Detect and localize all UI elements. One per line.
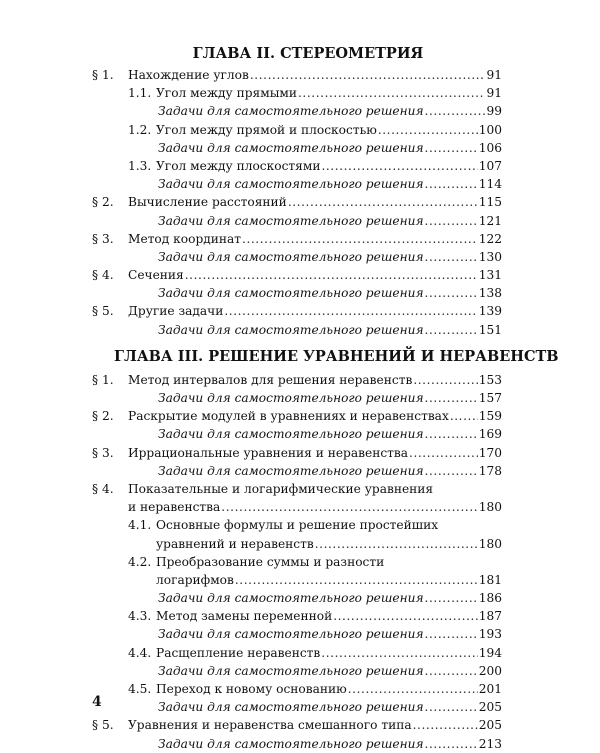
chapter-3-heading: ГЛАВА III. РЕШЕНИЕ УРАВНЕНИЙ И НЕРАВЕНСТВ [114, 347, 559, 365]
page-ref: 205 [478, 718, 502, 733]
section-number: § 1. [92, 68, 114, 82]
subsection-number: 4.3. [128, 609, 152, 624]
section-title: Уравнения и неравенства смешанного типа [128, 718, 412, 733]
toc-section-4-line1[interactable] [92, 480, 502, 498]
page-ref: 170 [478, 445, 502, 460]
page-ref: 159 [478, 409, 502, 424]
toc-subsection-1-1[interactable] [92, 84, 502, 102]
toc-exercises[interactable] [92, 425, 502, 443]
toc-section-5[interactable] [92, 302, 502, 320]
exercises-title: Задачи для самостоятельного решения [158, 736, 424, 751]
section-number: § 4. [92, 268, 114, 283]
page-ref: 99 [486, 104, 502, 119]
page-ref: 194 [478, 645, 502, 660]
subsection-title: Переход к новому основанию [156, 682, 347, 696]
table-of-contents [92, 42, 559, 753]
leader-dots [425, 662, 478, 680]
page-ref: 193 [478, 627, 502, 642]
toc-exercises[interactable] [92, 139, 502, 157]
toc-subsection-1-2[interactable] [92, 121, 502, 139]
leader-dots [298, 84, 485, 102]
page-ref: 100 [478, 122, 502, 137]
subsection-number: 1.2. [128, 122, 152, 137]
page-ref: 106 [478, 140, 502, 155]
toc-section-5[interactable] [92, 716, 502, 734]
leader-dots [425, 625, 478, 643]
subsection-title: Угол между плоскостями [156, 158, 321, 173]
leader-dots [235, 571, 478, 589]
leader-dots [321, 644, 477, 662]
page-ref: 180 [478, 500, 502, 515]
toc-subsection-4-2-line1[interactable] [92, 553, 502, 571]
leader-dots [425, 698, 478, 716]
leader-dots [250, 66, 486, 84]
leader-dots [425, 139, 478, 157]
leader-dots [425, 321, 478, 339]
page-ref: 122 [478, 231, 502, 246]
page-ref: 138 [478, 286, 502, 301]
toc-section-4[interactable] [92, 266, 502, 284]
subsection-title: Преобразование суммы и разности [156, 554, 385, 569]
leader-dots [409, 444, 478, 462]
toc-subsection-1-3[interactable] [92, 157, 502, 175]
page-ref: 200 [478, 663, 502, 678]
exercises-title: Задачи для самостоятельного решения [158, 213, 424, 228]
leader-dots [425, 284, 478, 302]
exercises-title: Задачи для самостоятельного решения [158, 663, 424, 678]
leader-dots [185, 266, 478, 284]
section-title: Сечения [128, 268, 184, 283]
leader-dots [425, 589, 478, 607]
exercises-title: Задачи для самостоятельного решения [158, 627, 424, 642]
leader-dots [315, 535, 478, 553]
section-title: Другие задачи [128, 304, 224, 319]
page-ref: 91 [486, 68, 502, 82]
toc-exercises[interactable] [92, 735, 502, 753]
page-ref: 114 [478, 177, 502, 192]
subsection-number: 4.1. [128, 518, 152, 533]
leader-dots [413, 716, 478, 734]
subsection-title: Угол между прямыми [156, 86, 297, 101]
toc-subsection-4-3[interactable] [92, 607, 502, 625]
leader-dots [425, 735, 478, 753]
section-number: § 3. [92, 231, 114, 246]
section-number: § 2. [92, 409, 114, 424]
exercises-title: Задачи для самостоятельного решения [158, 140, 424, 155]
exercises-title: Задачи для самостоятельного решения [158, 391, 424, 405]
exercises-title: Задачи для самостоятельного решения [158, 427, 424, 442]
page-ref: 180 [478, 536, 502, 551]
section-number: § 5. [92, 718, 114, 733]
leader-dots [333, 607, 478, 625]
toc-section-3[interactable] [92, 230, 502, 248]
page-ref: 131 [478, 268, 502, 283]
exercises-title: Задачи для самостоятельного решения [158, 286, 424, 301]
exercises-title: Задачи для самостоятельного решения [158, 177, 424, 192]
toc-exercises[interactable] [92, 175, 502, 193]
page-ref: 153 [478, 372, 502, 387]
leader-dots [221, 498, 477, 516]
page-ref: 115 [478, 195, 502, 210]
toc-exercises[interactable] [92, 462, 502, 480]
toc-exercises[interactable] [92, 662, 502, 680]
exercises-title: Задачи для самостоятельного решения [158, 700, 424, 715]
leader-dots [425, 248, 478, 266]
exercises-title: Задачи для самостоятельного решения [158, 322, 424, 337]
section-number: § 1. [92, 372, 114, 387]
subsection-number: 1.3. [128, 158, 152, 173]
toc-section-3[interactable] [92, 444, 502, 462]
leader-dots [321, 157, 477, 175]
subsection-number: 1.1. [128, 86, 152, 101]
subsection-title: Расщепление неравенств [156, 645, 321, 660]
page-ref: 186 [478, 591, 502, 606]
page-ref: 169 [478, 427, 502, 442]
toc-subsection-4-5[interactable] [92, 680, 502, 698]
leader-dots [224, 302, 477, 320]
page-ref: 187 [478, 609, 502, 624]
section-title: Показательные и логарифмические уравнения [128, 481, 434, 496]
page-ref: 157 [478, 391, 502, 405]
page-ref: 130 [478, 249, 502, 264]
toc-subsection-4-4[interactable] [92, 644, 502, 662]
section-number: § 2. [92, 195, 114, 210]
subsection-title: Основные формулы и решение простейших [156, 518, 439, 533]
subsection-number: 4.5. [128, 682, 152, 696]
section-title: Раскрытие модулей в уравнениях и неравенствах [128, 409, 449, 424]
subsection-title-cont: логарифмов [156, 572, 234, 587]
leader-dots [348, 680, 478, 698]
toc-section-2[interactable] [92, 193, 502, 211]
section-title: Нахождение углов [128, 68, 249, 82]
section-title: Метод координат [128, 231, 242, 246]
page-ref: 205 [478, 700, 502, 715]
toc-section-1[interactable] [92, 66, 502, 84]
page-ref: 151 [478, 322, 502, 337]
subsection-title-cont: уравнений и неравенств [156, 536, 314, 551]
exercises-title: Задачи для самостоятельного решения [158, 249, 424, 264]
toc-section-4-line2[interactable] [92, 498, 502, 516]
leader-dots [425, 389, 478, 407]
subsection-number: 4.4. [128, 645, 152, 660]
section-title: Иррациональные уравнения и неравенства [128, 445, 409, 460]
leader-dots [425, 212, 478, 230]
toc-exercises[interactable] [92, 589, 502, 607]
leader-dots [288, 193, 478, 211]
page-ref: 91 [486, 86, 502, 101]
section-number: § 3. [92, 445, 114, 460]
page-ref: 139 [478, 304, 502, 319]
leader-dots [378, 121, 478, 139]
section-title: Вычисление расстояний [128, 195, 287, 210]
section-number: § 4. [92, 481, 114, 496]
subsection-title: Метод замены переменной [156, 609, 333, 624]
toc-exercises[interactable] [92, 248, 502, 266]
leader-dots [425, 425, 478, 443]
leader-dots [413, 371, 477, 389]
page-ref: 178 [478, 463, 502, 478]
toc-exercises[interactable] [92, 625, 502, 643]
toc-exercises[interactable] [92, 284, 502, 302]
toc-exercises[interactable] [92, 212, 502, 230]
exercises-title: Задачи для самостоятельного решения [158, 463, 424, 478]
page-number: 4 [92, 694, 102, 710]
leader-dots [242, 230, 478, 248]
leader-dots [425, 175, 478, 193]
section-title-cont: и неравенства [128, 500, 221, 515]
toc-exercises[interactable] [92, 321, 502, 339]
page-ref: 213 [478, 736, 502, 751]
page-ref: 121 [478, 213, 502, 228]
subsection-title: Угол между прямой и плоскостью [156, 122, 377, 137]
subsection-number: 4.2. [128, 554, 152, 569]
leader-dots [425, 102, 486, 120]
leader-dots [425, 462, 478, 480]
toc-subsection-4-2-line2[interactable] [92, 571, 502, 589]
leader-dots [450, 407, 478, 425]
section-title: Метод интервалов для решения неравенств [128, 372, 413, 387]
exercises-title: Задачи для самостоятельного решения [158, 591, 424, 606]
toc-section-1[interactable] [92, 371, 502, 389]
page-ref: 181 [478, 572, 502, 587]
toc-section-2[interactable] [92, 407, 502, 425]
exercises-title: Задачи для самостоятельного решения [158, 104, 424, 119]
toc-subsection-4-1-line2[interactable] [92, 535, 502, 553]
section-number: § 5. [92, 304, 114, 319]
toc-exercises[interactable] [92, 698, 502, 716]
toc-exercises[interactable] [92, 389, 502, 407]
chapter-2-heading: ГЛАВА II. СТЕРЕОМЕТРИЯ [192, 45, 424, 62]
toc-subsection-4-1-line1[interactable] [92, 516, 502, 534]
toc-exercises[interactable] [92, 102, 502, 120]
page-ref: 107 [478, 158, 502, 173]
page-ref: 201 [478, 682, 502, 696]
